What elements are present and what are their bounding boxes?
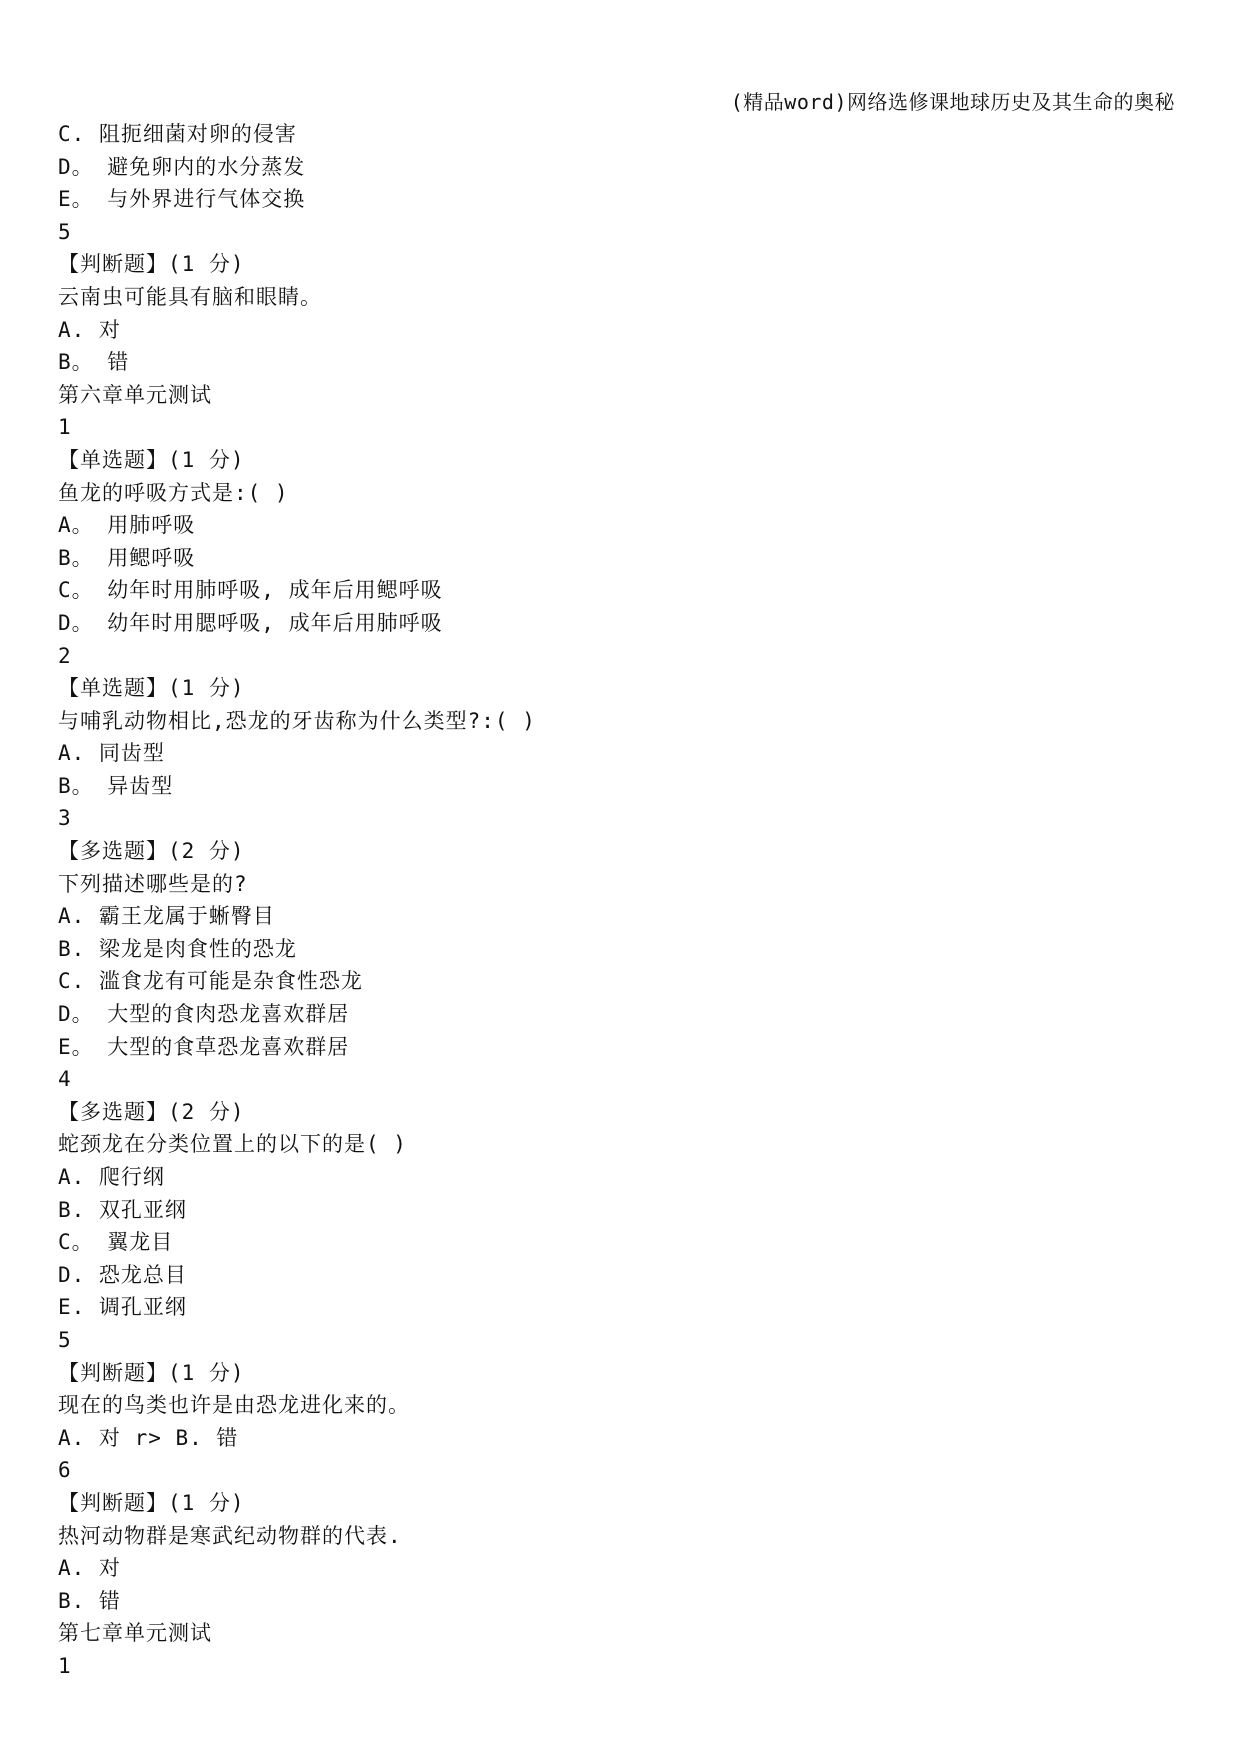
question-text: 鱼龙的呼吸方式是:( ) <box>58 480 289 505</box>
option-c: C. 滥食龙有可能是杂食性恐龙 <box>58 969 363 994</box>
page-header-title: (精品word)网络选修课地球历史及其生命的奥秘 <box>730 90 1175 114</box>
option-a: A. 对 <box>58 1556 121 1581</box>
option-b: B. 双孔亚纲 <box>58 1197 187 1222</box>
option-c: C. 阻扼细菌对卵的侵害 <box>58 122 297 146</box>
chapter-heading: 第七章单元测试 <box>58 1621 212 1646</box>
option-b: B。 错 <box>58 350 130 375</box>
question-type: 【判断题】(1 分) <box>58 1360 245 1385</box>
option-b: B. 梁龙是肉食性的恐龙 <box>58 936 297 961</box>
question-text: 与哺乳动物相比,恐龙的牙齿称为什么类型?:( ) <box>58 708 536 733</box>
question-number: 4 <box>58 1067 72 1092</box>
option-e: E。 大型的食草恐龙喜欢群居 <box>58 1034 350 1059</box>
option-c: C。 翼龙目 <box>58 1230 174 1255</box>
options-inline: A. 对 r> B. 错 <box>58 1425 239 1450</box>
question-text: 现在的鸟类也许是由恐龙进化来的。 <box>58 1393 410 1418</box>
question-number: 6 <box>58 1458 72 1483</box>
option-e: E。 与外界进行气体交换 <box>58 187 306 212</box>
question-number: 1 <box>58 1653 72 1678</box>
question-number: 2 <box>58 643 72 668</box>
option-a: A. 对 <box>58 317 121 342</box>
option-a: A。 用肺呼吸 <box>58 513 196 538</box>
option-e: E. 调孔亚纲 <box>58 1295 187 1320</box>
option-b: B。 异齿型 <box>58 773 174 798</box>
option-d: D。 大型的食肉恐龙喜欢群居 <box>58 1002 350 1027</box>
option-a: A. 同齿型 <box>58 741 165 766</box>
option-c: C。 幼年时用肺呼吸, 成年后用鳃呼吸 <box>58 578 443 603</box>
question-number: 1 <box>58 415 72 440</box>
option-b: B。 用鳃呼吸 <box>58 545 196 570</box>
question-number: 5 <box>58 1327 72 1352</box>
option-b: B. 错 <box>58 1588 121 1613</box>
question-text: 蛇颈龙在分类位置上的以下的是( ) <box>58 1132 407 1157</box>
question-text: 云南虫可能具有脑和眼睛。 <box>58 284 322 309</box>
option-a: A. 霸王龙属于蜥臀目 <box>58 904 275 929</box>
option-d: D. 恐龙总目 <box>58 1262 187 1287</box>
question-text: 热河动物群是寒武纪动物群的代表. <box>58 1523 402 1548</box>
question-type: 【单选题】(1 分) <box>58 447 245 472</box>
question-text: 下列描述哪些是的? <box>58 871 248 896</box>
question-type: 【单选题】(1 分) <box>58 676 245 701</box>
document-body <box>58 118 1178 1683</box>
option-a: A. 爬行纲 <box>58 1165 165 1189</box>
question-type: 【判断题】(1 分) <box>58 1490 245 1515</box>
option-d: D。 避免卵内的水分蒸发 <box>58 154 306 179</box>
question-type: 【多选题】(2 分) <box>58 1099 245 1124</box>
question-type: 【多选题】(2 分) <box>58 839 245 864</box>
option-d: D。 幼年时用腮呼吸, 成年后用肺呼吸 <box>58 610 443 635</box>
question-type: 【判断题】(1 分) <box>58 252 245 277</box>
question-number: 3 <box>58 806 72 831</box>
question-number: 5 <box>58 219 72 244</box>
chapter-heading: 第六章单元测试 <box>58 382 212 407</box>
